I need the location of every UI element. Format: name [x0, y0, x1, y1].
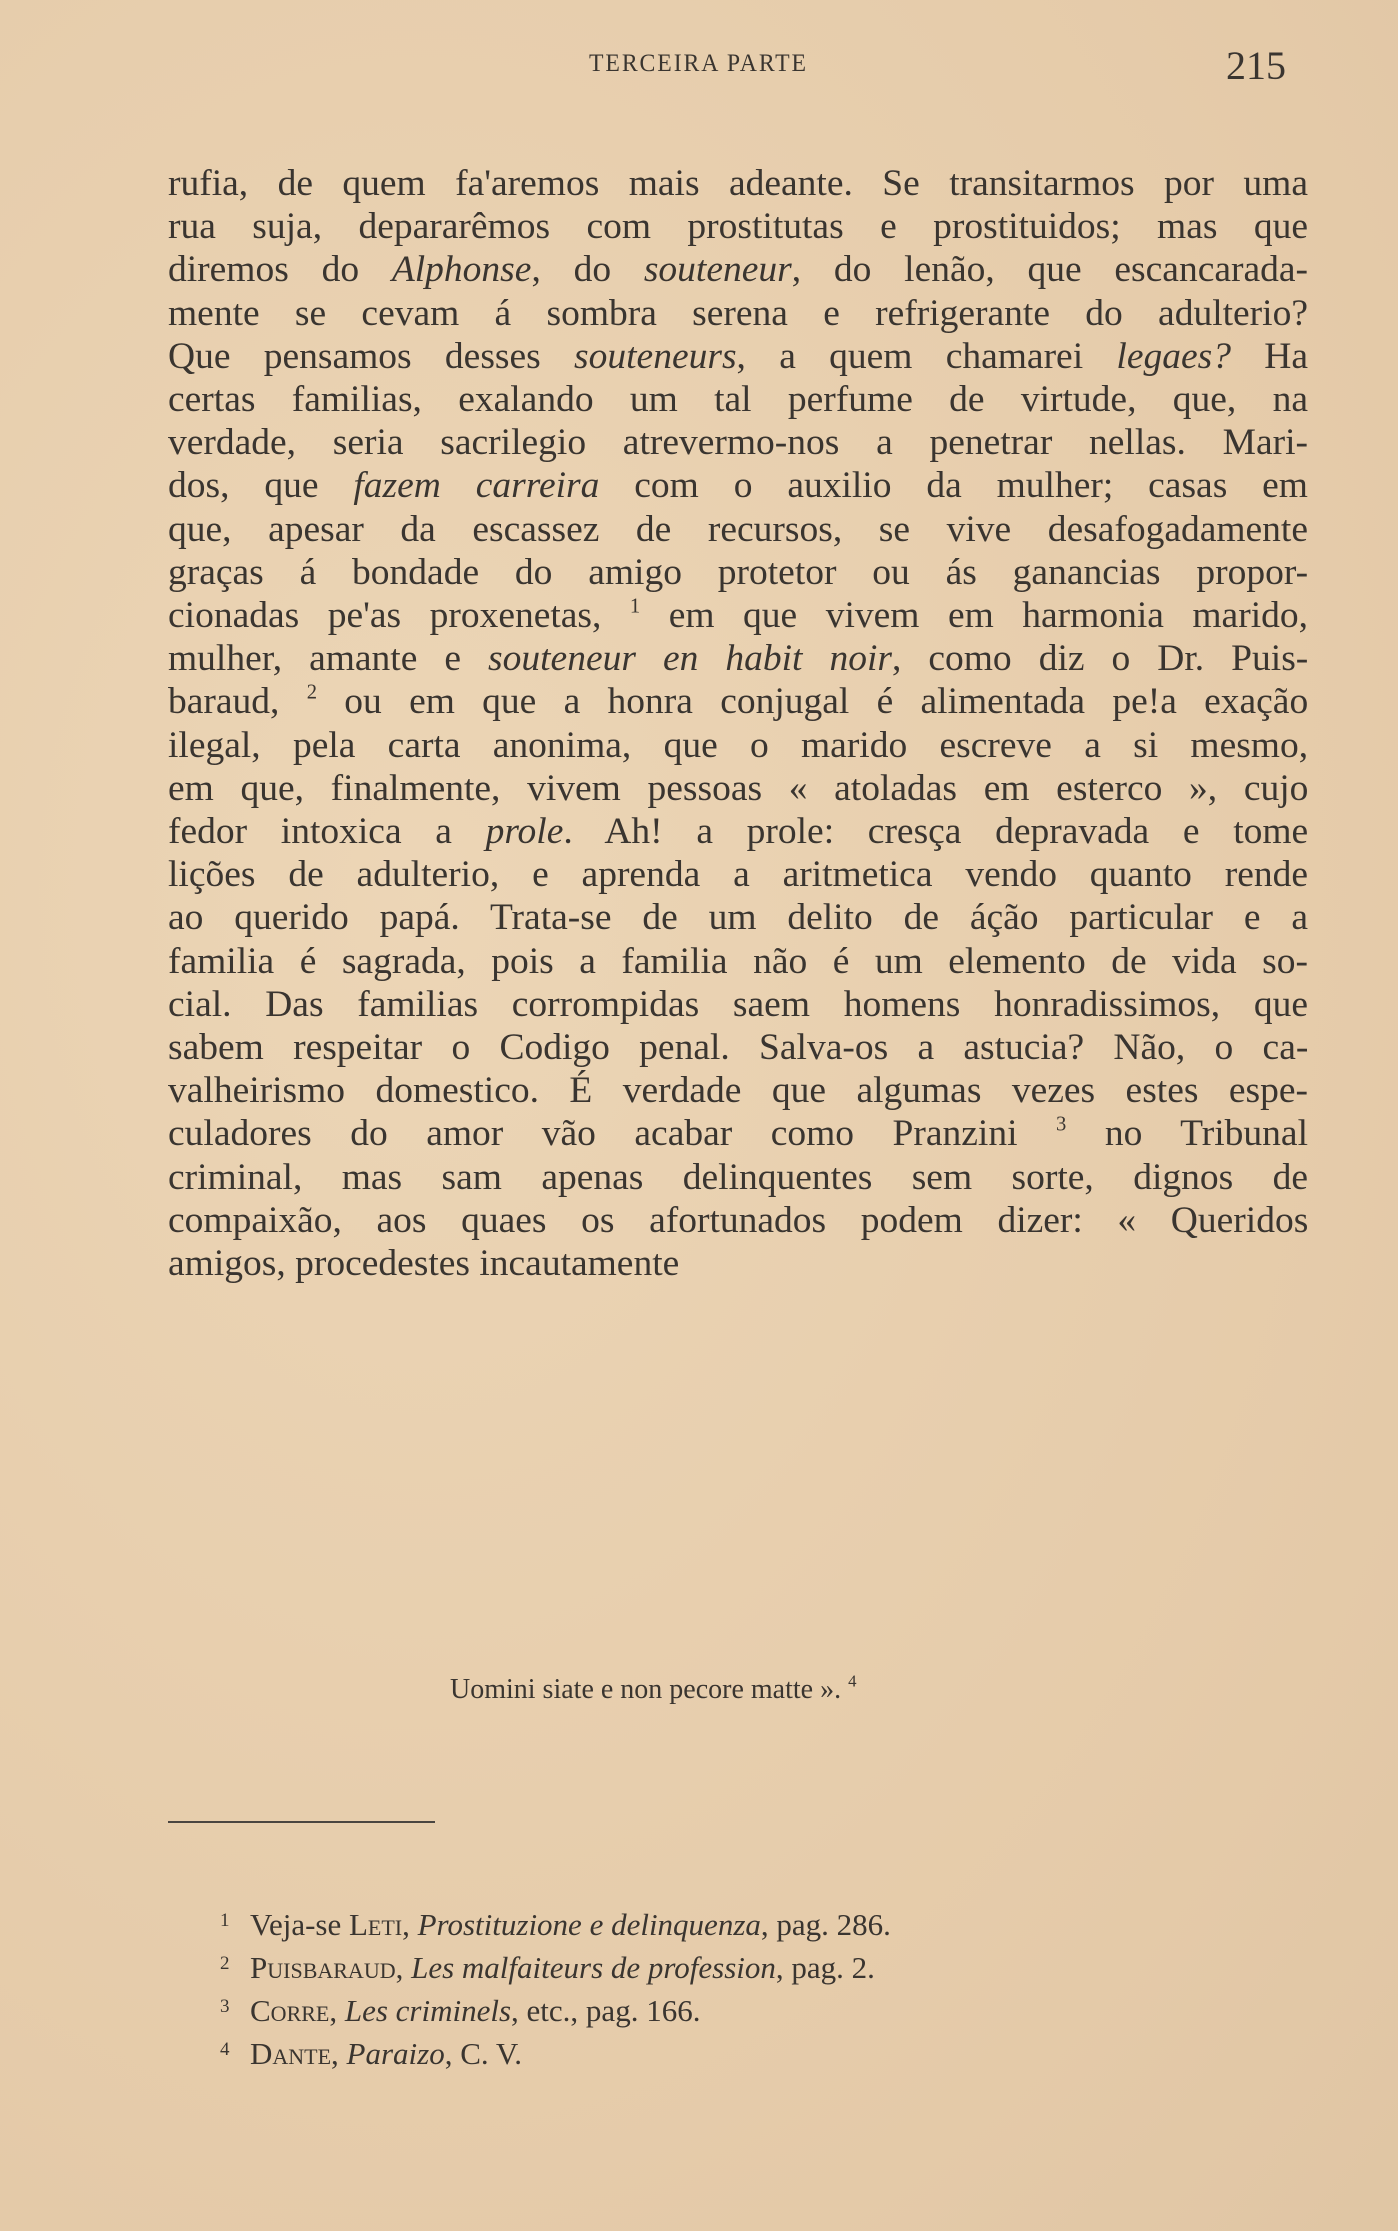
text-run: no Tribunal: [1066, 1113, 1308, 1155]
text-run: mente se cevam á sombra serena e refrigerante do adulterio?: [168, 292, 1308, 334]
footnote-number: 1: [220, 1910, 230, 1931]
text-run: ilegal, pela carta anonima, que o marido escreve a si mesmo,: [168, 724, 1309, 766]
author-name: Puisbaraud: [250, 1950, 396, 1985]
text-run: que, apesar da escassez de recursos, se vive desafogadamente: [168, 508, 1308, 550]
text-run: culadores do amor vão acabar como Pranzini: [168, 1113, 1057, 1155]
footnote-divider: [168, 1821, 435, 1823]
text-line: [168, 1069, 1308, 1112]
text-line: [168, 896, 1308, 939]
text-run: diremos do: [168, 249, 392, 291]
text-line: [168, 767, 1308, 810]
text-run: , pag. 286.: [760, 1907, 891, 1942]
text-run: baraud,: [168, 681, 307, 723]
text-run: , a quem chamarei: [736, 335, 1117, 377]
text-run: cial. Das familias corrompidas saem homens honradissimos, que: [168, 983, 1308, 1025]
text-line: [168, 508, 1308, 551]
footnote-item: [220, 1946, 891, 1989]
text-run: , do: [531, 249, 644, 291]
text-line: [168, 594, 1308, 637]
text-line: [168, 205, 1308, 248]
work-title: Paraizo: [346, 2036, 445, 2071]
work-title: Les criminels: [344, 1993, 512, 2028]
text-run: sabem respeitar o Codigo penal. Salva-os a astucia? Não, o ca-: [168, 1027, 1309, 1069]
italic-term: legaes?: [1116, 335, 1231, 377]
text-run: familia é sagrada, pois a familia não é um elemento de vida so-: [168, 940, 1308, 982]
italic-term: Alphonse: [391, 249, 532, 291]
text-run: com o auxilio da mulher; casas em: [599, 465, 1308, 507]
text-run: , pag. 2.: [775, 1950, 875, 1985]
italic-term: souteneurs: [574, 335, 737, 377]
page-number: 215: [1226, 43, 1286, 88]
author-name: Leti: [348, 1907, 403, 1942]
text-run: rua suja, depararêmos com prostitutas e prostituidos; mas que: [168, 206, 1308, 248]
text-line: [168, 1112, 1308, 1155]
author-name: Dante: [250, 2036, 332, 2071]
work-title: Les malfaiteurs de profession: [411, 1950, 776, 1985]
text-run: em que vivem em harmonia marido,: [640, 595, 1308, 637]
text-line: [168, 637, 1308, 680]
italic-term: souteneur en habit noir: [488, 638, 892, 680]
text-run: criminal, mas sam apenas delinquentes sem sorte, dignos de: [168, 1156, 1308, 1198]
running-head: [0, 43, 1398, 90]
text-run: dos, que: [168, 465, 354, 507]
text-line: [168, 810, 1308, 853]
italic-term: fazem carreira: [353, 465, 600, 507]
text-run: rufia, de quem fa'aremos mais adeante. Se transitarmos por uma: [168, 163, 1308, 204]
text-run: , etc., pag. 166.: [511, 1993, 701, 2028]
body-paragraph: [168, 162, 1308, 1285]
text-run: Ha: [1230, 335, 1308, 377]
footnote-number: 4: [220, 2039, 230, 2060]
footnotes: [220, 1903, 891, 2075]
text-line: [168, 680, 1308, 723]
text-line: [168, 162, 1308, 205]
text-run: ,: [329, 1993, 345, 2028]
text-line: [168, 464, 1308, 507]
text-run: . Ah! a prole: cresça depravada e tome: [563, 811, 1309, 853]
text-line: [168, 378, 1308, 421]
footnote-marker: 2: [306, 682, 317, 704]
text-line: [168, 292, 1308, 335]
footnote-marker: 4: [848, 1671, 857, 1691]
italic-term: souteneur: [643, 249, 792, 291]
text-run: em que, finalmente, vivem pessoas « atoladas em esterco », cujo: [168, 767, 1309, 809]
text-line: [168, 551, 1308, 594]
text-line: [168, 1199, 1308, 1242]
text-line: [168, 335, 1308, 378]
text-run: , C. V.: [444, 2036, 522, 2071]
text-line: [168, 248, 1308, 291]
footnote-marker: 3: [1056, 1114, 1067, 1137]
italic-term: prole: [485, 811, 564, 853]
text-line: [168, 421, 1308, 464]
text-run: amigos, procedestes incautamente: [168, 1243, 680, 1285]
text-line: [168, 940, 1308, 983]
text-run: ,: [395, 1950, 412, 1985]
text-line: [168, 1156, 1308, 1199]
text-run: ,: [331, 2036, 347, 2071]
text-run: , do lenão, que escancarada-: [791, 249, 1308, 291]
text-run: ,: [402, 1907, 418, 1942]
footnote-item: [220, 1903, 891, 1946]
text-run: ao querido papá. Trata-se de um delito de áção particular e a: [168, 897, 1308, 939]
text-run: certas familias, exalando um tal perfume de virtude, que, na: [168, 379, 1308, 421]
text-run: fedor intoxica a: [168, 811, 486, 853]
closing-quote-text: Uomini siate e non pecore matte ».: [450, 1674, 842, 1705]
footnote-item: [220, 1989, 891, 2032]
text-run: ou em que a honra conjugal é alimentada pe!a exação: [317, 681, 1309, 723]
text-run: mulher, amante e: [168, 638, 489, 680]
footnote-marker: 1: [629, 595, 641, 618]
text-line: [168, 724, 1308, 767]
text-line: [168, 1242, 1308, 1285]
text-run: compaixão, aos quaes os afortunados podem dizer: « Queridos: [168, 1199, 1309, 1241]
text-run: cionadas pe'as proxenetas,: [168, 595, 630, 637]
text-run: Veja-se: [250, 1907, 349, 1942]
text-run: lições de adulterio, e aprenda a aritmetica vendo quanto rende: [168, 854, 1308, 896]
text-run: Que pensamos desses: [168, 335, 575, 377]
work-title: Prostituzione e delinquenza: [417, 1907, 761, 1942]
footnote-item: [220, 2032, 891, 2075]
author-name: Corre: [250, 1993, 330, 2028]
text-line: [168, 1026, 1308, 1069]
footnote-number: 2: [220, 1953, 230, 1974]
running-head-title: TERCEIRA PARTE: [589, 50, 808, 77]
text-run: , como diz o Dr. Puis-: [891, 638, 1309, 680]
text-line: [168, 853, 1308, 896]
text-run: valheirismo domestico. É verdade que algumas vezes estes espe-: [168, 1070, 1308, 1112]
text-run: graças á bondade do amigo protetor ou ás ganancias propor-: [168, 551, 1309, 593]
closing-quote-line: [450, 1671, 857, 1706]
text-line: [168, 983, 1308, 1026]
footnote-number: 3: [220, 1996, 230, 2017]
text-run: verdade, seria sacrilegio atrevermo-nos a penetrar nellas. Mari-: [168, 422, 1308, 464]
